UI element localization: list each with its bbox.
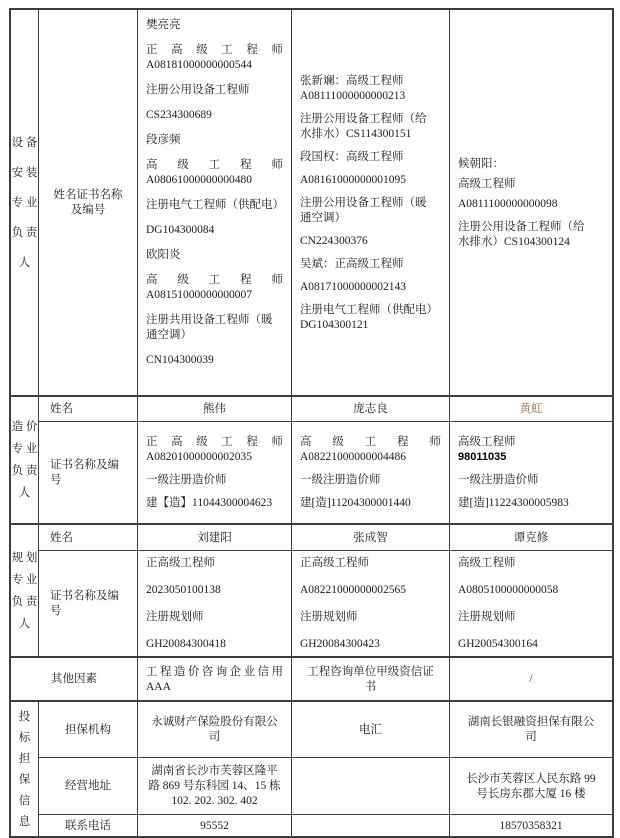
planning-person-name-2: 张成智 bbox=[292, 525, 450, 551]
other-factor-cell-3: / bbox=[450, 658, 612, 702]
guarantor-cell-2: 电汇 bbox=[292, 702, 450, 758]
planning-cert-cell-2: 正高级工程师 A08221000000002565 注册规划师 GH20084300423 bbox=[292, 551, 450, 658]
address-cell-2 bbox=[292, 758, 450, 815]
planning-person-name-3: 谭克修 bbox=[450, 525, 612, 551]
other-factor-cell-1: 工程造价咨询企业信用 AAA bbox=[138, 658, 292, 702]
phone-cell-2 bbox=[292, 815, 450, 836]
address-cell-3: 长沙市芙蓉区人民东路 99 号长房东郡大厦 16 楼 bbox=[450, 758, 612, 815]
phone-cell-3: 18570358321 bbox=[499, 819, 563, 832]
planning-person-name-1: 刘建阳 bbox=[138, 525, 292, 551]
group-label-bid-guarantee-info: 投 标 担 保 信 息 bbox=[11, 702, 39, 836]
field-label-name: 姓名 bbox=[39, 525, 138, 551]
equipment-person-cell-3: 候朝阳： 高级工程师 A0811100000000098 注册公用设备工程师（给 水排水）CS104300124 bbox=[450, 10, 612, 397]
cost-cert-cell-2: 高级工程师 A08221000000004486 一级注册造价师 建[造]11204300001440 bbox=[292, 422, 450, 525]
cost-cert-cell-1: 正高级工程师 A08201000000002035 一级注册造价师 建【造】11044300004623 bbox=[138, 422, 292, 525]
cost-person-name-2: 庞志良 bbox=[292, 397, 450, 422]
field-label-cert-number: 证书名称及编 号 bbox=[39, 422, 138, 525]
planning-cert-cell-1: 正高级工程师 2023050100138 注册规划师 GH20084300418 bbox=[138, 551, 292, 658]
group-label-planning: 规 划 专 业 负 责 人 bbox=[11, 525, 39, 658]
cost-person-name-3: 黄虹 bbox=[450, 397, 612, 422]
equipment-person-cell-2: 张新斓：高级工程师 A08111000000000213 注册公用设备工程师（给 水排水）CS114300151 段国权：高级工程师 A08161000000001095 注册公用设备工程师（暖 通空调） CN224300376 吴斌：正高级工程师 A08171000000002143 注册电气工程师（供配电） DG104300121 bbox=[292, 10, 450, 397]
field-label-name-cert-number: 姓名证书名称 及编号 bbox=[39, 10, 138, 397]
field-label-phone: 联系电话 bbox=[39, 815, 138, 836]
field-label-business-address: 经营地址 bbox=[39, 758, 138, 815]
qualification-table bbox=[9, 8, 614, 838]
planning-cert-cell-3: 高级工程师 A0805100000000058 注册规划师 GH20054300164 bbox=[450, 551, 612, 658]
field-label-guarantor: 担保机构 bbox=[39, 702, 138, 758]
other-factor-cell-2: 工程咨询单位甲级资信证 书 bbox=[292, 658, 450, 702]
guarantor-cell-1: 永诚财产保险股份有限公 司 bbox=[138, 702, 292, 758]
field-label-name: 姓名 bbox=[39, 397, 138, 422]
group-label-equipment-installation: 设 备 安 装 专 业 负 责 人 bbox=[11, 10, 39, 397]
cost-cert-cell-3: 高级工程师 98011035 一级注册造价师 建[造]11224300005983 bbox=[450, 422, 612, 525]
field-label-cert-number: 证书名称及编 号 bbox=[39, 551, 138, 658]
equipment-person-cell-1: 樊亮亮 正高级工程师 A08181000000000544 注册公用设备工程师 CS234300689 段彦频 高级工程师 A08061000000000480 注册电气工程师（供配电） DG104300084 欧阳炎 高级工程师 A08151000000000007 注册共用设备工程师（暖 通空调） CN104300039 bbox=[138, 10, 292, 397]
guarantor-cell-3: 湖南长银融资担保有限公 司 bbox=[450, 702, 612, 758]
phone-cell-1: 95552 bbox=[138, 815, 292, 836]
cost-person-name-1: 熊伟 bbox=[138, 397, 292, 422]
group-label-cost: 造 价 专 业 负 责 人 bbox=[11, 397, 39, 525]
address-cell-1: 湖南省长沙市芙蓉区隆平 路 869 号东科园 14、15 栋 102. 202. 302. 402 bbox=[138, 758, 292, 815]
field-label-other-factors: 其他因素 bbox=[11, 658, 138, 702]
